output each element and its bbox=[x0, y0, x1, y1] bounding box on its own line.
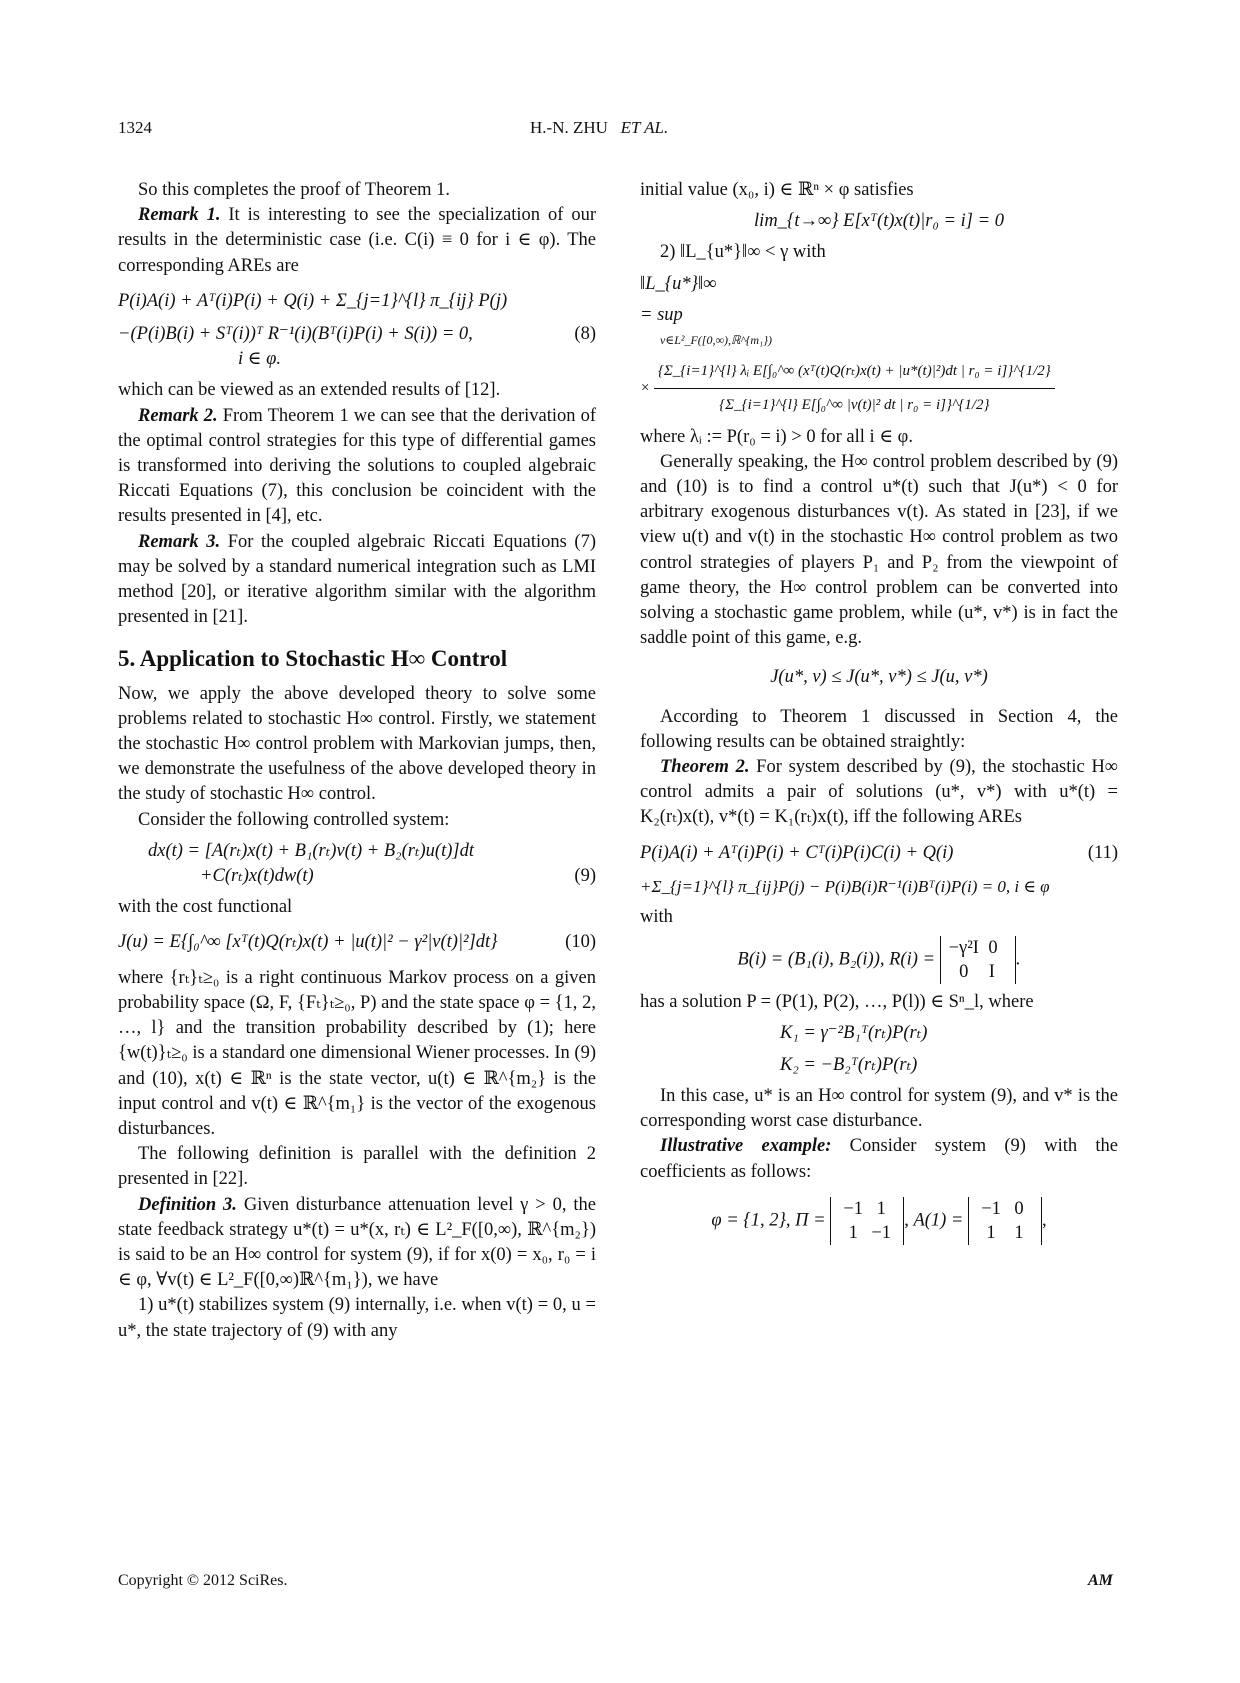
limit-equation: lim_{t→∞} E[xᵀ(t)x(t)|r₀ = i] = 0 bbox=[754, 211, 1004, 232]
where-markov: where {rₜ}ₜ≥₀ is a right continuous Markov process on a given probability space (Ω, F, {Fₜ}ₜ≥₀, P) and the state space φ = {1, 2, …, l} and the transition probability described by (1); here {w(t)}ₜ≥₀ is a standard one dimensional Wiener processes. In (9) and (10), x(t) ∈ ℝⁿ is the state vector, u(t) ∈ ℝ^{m₂} is the input control and v(t) ∈ ℝ^{m₁} is the vector of the exogenous disturbances. bbox=[118, 967, 596, 1139]
eq8-line1: P(i)A(i) + Aᵀ(i)P(i) + Q(i) + Σ_{j=1}^{l} π_{ij} P(j) bbox=[118, 290, 508, 311]
fraction-numerator: {Σ_{i=1}^{l} λᵢ E[∫₀^∞ (xᵀ(t)Q(rₜ)x(t) + |u*(t)|²)dt | r₀ = i]}^{1/2} bbox=[654, 359, 1055, 389]
eq-phi: φ = {1, 2}, Π = bbox=[711, 1209, 826, 1230]
R-matrix-cell: 0 bbox=[988, 938, 998, 959]
copyright: Copyright © 2012 SciRes. bbox=[118, 1572, 288, 1589]
definition-3 bbox=[118, 1193, 596, 1294]
running-title bbox=[530, 118, 668, 138]
remark-2-label: Remark 2. bbox=[138, 405, 218, 426]
eq8-line2-row bbox=[118, 322, 596, 347]
example-coefficients: φ = {1, 2}, Π = −1 1 1 −1, A(1) = −1 0 1 1, bbox=[711, 1198, 1047, 1243]
illustrative-example-text: Consider system (9) with the coefficients as follows: bbox=[640, 1136, 1118, 1182]
remark-1 bbox=[118, 203, 596, 279]
remark-3-text: For the coupled algebraic Riccati Equations (7) may be solved by a standard numerical integration such as LMI method [20], or iterative algorithm similar with the algorithm presented in [21]. bbox=[118, 531, 596, 628]
R-matrix-cell: I bbox=[988, 962, 995, 983]
page-number: 1324 bbox=[118, 118, 152, 137]
remark-2-text: From Theorem 1 we can see that the derivation of the optimal control strategies for this type of differential games is transformed into deriving the solutions to coupled algebraic Riccati Equations (7), this conclusion be coincident with the results presented in [4], etc. bbox=[118, 405, 597, 527]
item-2: 2) ‖L_{u*}‖∞ < γ with bbox=[660, 242, 826, 263]
A1-matrix-cell: 0 bbox=[1014, 1198, 1024, 1219]
eq10: J(u) = E{∫₀^∞ [xᵀ(t)Q(rₜ)x(t) + |u(t)|² − γ²|v(t)|²]dt} bbox=[118, 932, 498, 953]
intro-paragraph: Now, we apply the above developed theory to solve some problems related to stochastic H∞ control. Firstly, we statement the stochastic H∞ control problem with Markovian jumps, then, we demonstrate the usefulness of the above developed theory in the study of stochastic H∞ control. bbox=[118, 683, 596, 805]
following-definition: The following definition is parallel with the definition 2 presented in [22]. bbox=[118, 1144, 596, 1190]
K1-eq: K₁ = γ⁻²B₁ᵀ(rₜ)P(rₜ) bbox=[780, 1023, 928, 1044]
Pi-matrix-cell: −1 bbox=[843, 1198, 864, 1219]
eq9-line2-row bbox=[148, 864, 596, 889]
K-definitions bbox=[640, 1021, 1118, 1077]
equation-11 bbox=[640, 841, 1118, 899]
remark-1-label: Remark 1. bbox=[138, 205, 221, 226]
eq10-number: (10) bbox=[565, 932, 596, 953]
eq8-line3: i ∈ φ. bbox=[238, 349, 281, 370]
R-matrix-cell: 0 bbox=[959, 962, 969, 983]
initial-value: initial value (x₀, i) ∈ ℝⁿ × φ satisfies bbox=[640, 180, 914, 200]
R-matrix-cell: −γ²I bbox=[948, 938, 979, 959]
journal-abbrev: AM bbox=[1088, 1572, 1113, 1589]
cost-functional-intro: with the cost functional bbox=[118, 897, 293, 918]
A1-matrix-cell: 1 bbox=[986, 1222, 996, 1243]
extended-results: which can be viewed as an extended results of [12]. bbox=[118, 380, 501, 401]
proof-complete: So this completes the proof of Theorem 1. bbox=[138, 180, 451, 200]
definition-3-label: Definition 3. bbox=[138, 1194, 237, 1215]
remark-3-label: Remark 3. bbox=[138, 531, 221, 552]
with-label: with bbox=[640, 907, 673, 928]
illustrative-example-label: Illustrative example: bbox=[660, 1136, 832, 1157]
item-1: 1) u*(t) stabilizes system (9) internally, i.e. when v(t) = 0, u = u*, the state trajectory of (9) with any bbox=[118, 1295, 596, 1341]
eq8-line2: −(P(i)B(i) + Sᵀ(i))ᵀ R⁻¹(i)(Bᵀ(i)P(i) + S(i)) = 0, bbox=[118, 324, 473, 345]
saddle-inequality: J(u*, v) ≤ J(u*, v*) ≤ J(u, v*) bbox=[770, 667, 988, 688]
remark-3 bbox=[118, 530, 596, 631]
eq9-line2: +C(rₜ)x(t)dw(t) bbox=[200, 866, 314, 887]
has-solution: has a solution P = (P(1), P(2), …, P(l)) ∈ Sⁿ_l, where bbox=[640, 992, 1034, 1013]
running-title-etal: ET AL. bbox=[620, 118, 669, 137]
norm-fraction bbox=[640, 359, 1118, 418]
fraction bbox=[654, 359, 1055, 418]
consider-system: Consider the following controlled system: bbox=[138, 809, 450, 830]
right-column bbox=[640, 178, 1118, 1251]
definition-3-text: Given disturbance attenuation level γ > 0, the state feedback strategy u*(t) = u*(x, rₜ) ∈ L²_F([0,∞), ℝ^{m₂}) is said to be an H∞ control for system (9), if for x(0) = x₀, r₀ = i ∈ φ, ∀v(t) ∈ L²_F([0,∞)ℝ^{m₁}), we have bbox=[118, 1194, 596, 1291]
illustrative-example bbox=[640, 1134, 1118, 1184]
theorem-2-label: Theorem 2. bbox=[660, 757, 750, 778]
R-matrix bbox=[940, 936, 1016, 984]
left-column bbox=[118, 178, 596, 1344]
eq11-number: (11) bbox=[1087, 842, 1118, 863]
A1-matrix-cell: 1 bbox=[1014, 1222, 1024, 1243]
remark-2 bbox=[118, 404, 596, 530]
norm-lhs: ‖L_{u*}‖∞ bbox=[640, 273, 717, 294]
theorem-2-text: For system described by (9), the stochastic H∞ control admits a pair of solutions (u*, v*) with u*(t) = K₂(rₜ)x(t), v*(t) = K₁(rₜ)x(t), iff the following AREs bbox=[640, 757, 1118, 828]
times-sign: × bbox=[640, 380, 651, 397]
B-R-definition: B(i) = (B₁(i), B₂(i)), R(i) = −γ²I 0 0 I. bbox=[737, 938, 1021, 983]
eq11-line2: +Σ_{j=1}^{l} π_{ij}P(j) − P(i)B(i)R⁻¹(i)Bᵀ(i)P(i) = 0, i ∈ φ bbox=[640, 876, 1050, 896]
eq8-number: (8) bbox=[574, 324, 596, 345]
theorem-2 bbox=[640, 755, 1118, 831]
generally-speaking: Generally speaking, the H∞ control problem described by (9) and (10) is to find a control u*(t) such that J(u*) < 0 for arbitrary exogenous disturbances v(t). As stated in [23], if we view u(t) and v(t) in the stochastic H∞ control problem as two control strategies of players P₁ and P₂ from the viewpoint of game theory, the H∞ control problem can be converted into solving a stochastic game problem, while (u*, v*) is in fact the saddle point of this game, e.g. bbox=[640, 451, 1118, 649]
fraction-denominator: {Σ_{i=1}^{l} E[∫₀^∞ |v(t)|² dt | r₀ = i]}^{1/2} bbox=[719, 397, 990, 414]
equation-9 bbox=[118, 839, 596, 889]
running-title-authors: H.-N. ZHU bbox=[530, 118, 608, 137]
eq-A1: , A(1) = bbox=[904, 1209, 964, 1230]
equation-8 bbox=[118, 289, 596, 373]
in-this-case: In this case, u* is an H∞ control for system (9), and v* is the corresponding worst case disturbance. bbox=[640, 1085, 1118, 1132]
A1-matrix-cell: −1 bbox=[981, 1198, 1001, 1219]
eq11-line1: P(i)A(i) + Aᵀ(i)P(i) + Cᵀ(i)P(i)C(i) + Q(i) bbox=[640, 842, 954, 863]
sup-subscript: v∈L²_F([0,∞),ℝ^{m₁}) bbox=[660, 333, 773, 348]
eq9-number: (9) bbox=[574, 866, 596, 887]
sup-line bbox=[640, 303, 1118, 328]
remark-1-text: It is interesting to see the specialization of our results in the deterministic case (i.e. C(i) ≡ 0 for i ∈ φ). The corresponding AREs are bbox=[118, 205, 596, 276]
sup-eq: = sup bbox=[640, 304, 683, 325]
Pi-matrix bbox=[830, 1197, 904, 1245]
Pi-matrix-cell: 1 bbox=[848, 1222, 858, 1243]
according-to: According to Theorem 1 discussed in Section 4, the following results can be obtained straightly: bbox=[640, 706, 1118, 752]
eq9-line1: dx(t) = [A(rₜ)x(t) + B₁(rₜ)v(t) + B₂(rₜ)u(t)]dt bbox=[148, 840, 474, 861]
eq11-line1-row bbox=[640, 841, 1118, 866]
Pi-matrix-cell: 1 bbox=[876, 1198, 886, 1219]
A1-matrix bbox=[968, 1197, 1042, 1245]
section-title: 5. Application to Stochastic H∞ Control bbox=[118, 646, 508, 672]
K2-eq: K₂ = −B₂ᵀ(rₜ)P(rₜ) bbox=[780, 1054, 918, 1075]
equation-10 bbox=[118, 930, 596, 955]
lambda-definition: where λᵢ := P(r₀ = i) > 0 for all i ∈ φ. bbox=[640, 426, 913, 447]
Pi-matrix-cell: −1 bbox=[871, 1222, 892, 1243]
eq-BR: B(i) = (B₁(i), B₂(i)), R(i) = bbox=[737, 949, 935, 970]
